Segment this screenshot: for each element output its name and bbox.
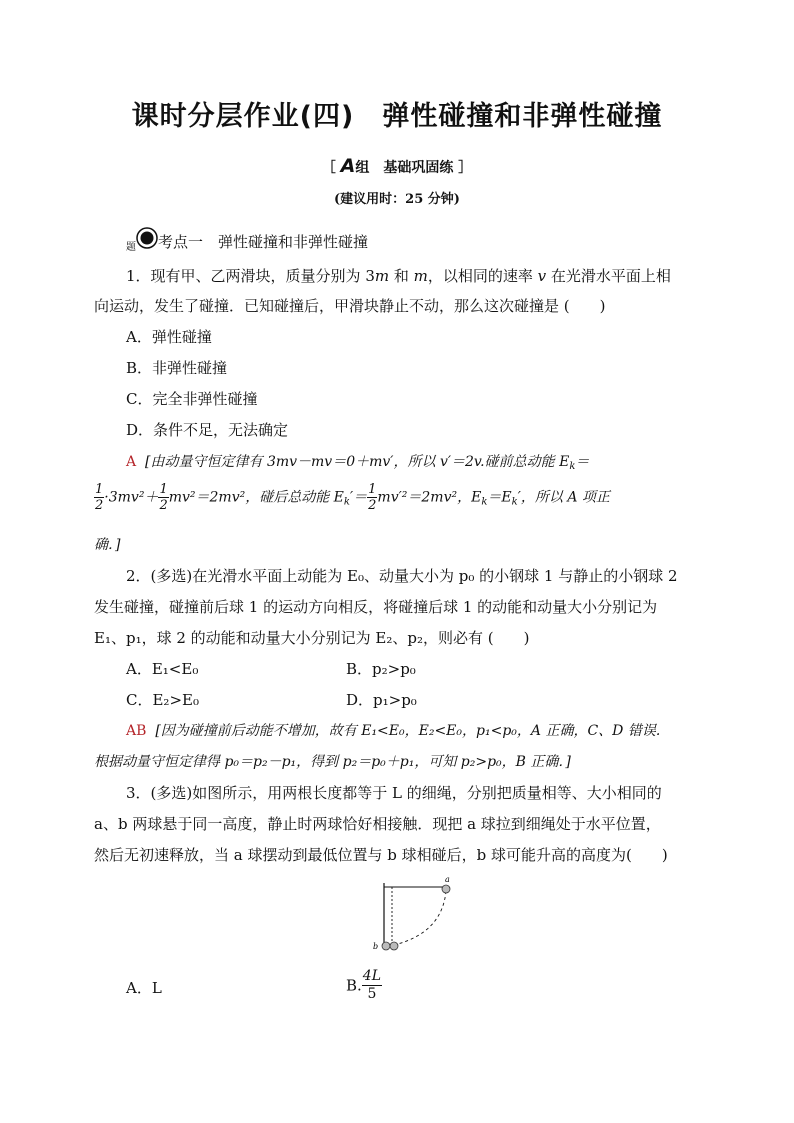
label-a: a: [445, 875, 450, 884]
q2-line3: E₁、p₁，球 2 的动能和动量大小分别记为 E₂、p₂，则必有 ( ): [94, 629, 530, 647]
q3-line2: a、b 两球悬于同一高度，静止时两球恰好相接触．现把 a 球拉到细绳处于水平位置，: [94, 815, 661, 833]
bracket-close: ］: [458, 160, 473, 176]
section-heading: [126, 231, 368, 253]
q1-text-f: v: [537, 267, 547, 285]
q2-option-d: D．p₁>p₀: [346, 691, 417, 709]
group-heading: [0, 155, 794, 177]
frac-den: 2: [368, 498, 377, 513]
q1-answer-2c: ′＝: [349, 489, 368, 506]
q1-answer-line2: [94, 482, 610, 513]
q3-line1: 3．(多选)如图所示，用两根长度都等于 L 的细绳，分别把质量相等、大小相同的: [126, 784, 662, 802]
q1-line2: 向运动，发生了碰撞．已知碰撞后，甲滑块静止不动，那么这次碰撞是 ( ): [94, 297, 606, 315]
q2-answer-line2: 根据动量守恒定律得 p₀＝p₂－p₁，得到 p₂＝p₀＋p₁，可知 p₂>p₀，B 正确．]: [94, 754, 571, 770]
q1-text-c: 和: [389, 267, 414, 285]
q1-answer-sub: k: [569, 461, 576, 472]
q1-answer-2b-sub: k: [343, 496, 350, 508]
q1-text-g: 在光滑水平面上相: [546, 267, 671, 285]
suggested-time: (建议用时：25 分钟): [334, 192, 460, 207]
q1-text-d: m: [413, 267, 428, 285]
frac-den: 2: [95, 498, 104, 513]
frac-den: 2: [159, 498, 168, 513]
bracket-open: ［: [321, 160, 336, 176]
page-title: [0, 94, 794, 133]
q1-answer-text1: [由动量守恒定律有 3mv－mv＝0＋mv′，所以 v′＝2v.碰前总动能 E: [145, 454, 570, 470]
q1-answer-2e: ＝E: [487, 489, 512, 506]
q1-answer-2e-sub: k: [511, 496, 518, 508]
frac-num: 4L: [362, 968, 382, 984]
q2-answer-text1: [因为碰撞前后动能不增加，故有 E₁<E₀，E₂<E₀，p₁<p₀，A 正确，C、D 错误.: [155, 723, 661, 739]
q2-option-c: C．E₂>E₀: [126, 691, 199, 709]
q1-option-a: A．弹性碰撞: [126, 328, 212, 346]
pendulum-figure: [362, 873, 462, 958]
q1-answer-2d-sub: k: [481, 496, 488, 508]
q2-option-b: B．p₂>p₀: [346, 660, 416, 678]
ball-a: [442, 885, 450, 893]
q1-answer-2b: mv²＝2mv²，碰后总动能 E: [168, 489, 344, 506]
label-b: b: [373, 942, 379, 951]
q3-line3: 然后无初速释放，当 a 球摆动到最低位置与 b 球相碰后，b 球可能升高的高度为( ): [94, 846, 668, 864]
group-letter: A: [340, 155, 356, 177]
q3-option-b-fraction: [362, 968, 382, 1003]
q1-line1: [126, 265, 671, 286]
swing-arc: [394, 891, 446, 945]
fraction-half-2: [158, 482, 168, 513]
section-label: 考点一 弹性碰撞和非弹性碰撞: [158, 233, 369, 251]
target-icon: [136, 227, 158, 249]
q1-option-b: B．非弹性碰撞: [126, 359, 228, 377]
q1-option-d: D．条件不足，无法确定: [126, 421, 289, 439]
q2-line2: 发生碰撞，碰撞前后球 1 的运动方向相反，将碰撞后球 1 的动能和动量大小分别记为: [94, 598, 658, 616]
q1-text-a: 1．现有甲、乙两滑块，质量分别为 3: [126, 267, 375, 285]
q1-answer-line1: [126, 451, 589, 472]
q2-answer-letter: AB: [126, 723, 147, 739]
q2-option-a: A．E₁<E₀: [126, 660, 199, 678]
ball-b: [382, 942, 390, 950]
title-part1: 课时分层作业(四): [131, 101, 355, 132]
q1-text-b: m: [374, 267, 390, 285]
fraction-half-1: [94, 482, 104, 513]
q1-option-c: C．完全非弹性碰撞: [126, 390, 258, 408]
q2-line1: 2．(多选)在光滑水平面上动能为 E₀、动量大小为 p₀ 的小钢球 1 与静止的小钢球 2: [126, 567, 678, 585]
title-part2: 弹性碰撞和非弹性碰撞: [382, 101, 663, 132]
q1-text-e: ，以相同的速率: [427, 267, 538, 285]
q3-option-b: [346, 968, 382, 1003]
fraction-half-3: [367, 482, 377, 513]
q1-answer-2a: ·3mv²＋: [104, 489, 159, 506]
q1-answer-end: ＝: [575, 454, 590, 470]
ball-a-bottom: [390, 942, 398, 950]
q3-option-a: A．L: [126, 979, 162, 997]
q1-answer-2f: ′，所以 A 项正: [517, 489, 610, 506]
section-prefix: 题: [126, 242, 136, 253]
frac-den: 5: [367, 986, 377, 1002]
q1-answer-letter: A: [126, 454, 137, 470]
q2-answer-line1: [126, 720, 660, 740]
group-text: 组 基础巩固练: [355, 160, 454, 176]
q1-answer-line3: 确．]: [94, 537, 121, 553]
q3-option-b-prefix: B.: [346, 976, 362, 995]
frac-num: 1: [95, 482, 104, 497]
q1-answer-2d: mv′²＝2mv²，E: [377, 489, 482, 506]
frac-num: 1: [159, 482, 168, 497]
frac-num: 1: [368, 482, 377, 497]
